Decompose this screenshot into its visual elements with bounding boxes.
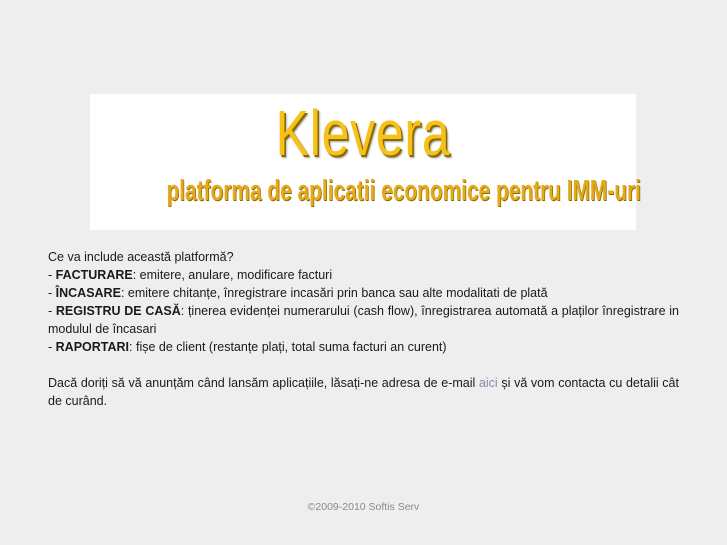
logo-title: Klevera xyxy=(275,97,451,169)
item-text: : fișe de client (restanțe plați, total suma facturi an curent) xyxy=(129,340,447,354)
item-prefix: - xyxy=(48,340,56,354)
logo-subtitle: platforma de aplicatii economice pentru IMM-uri xyxy=(166,175,641,207)
item-label: REGISTRU DE CASĂ xyxy=(55,304,181,318)
feature-item-registru-de-casa xyxy=(48,302,679,338)
item-text: : emitere, anulare, modificare facturi xyxy=(132,268,333,282)
intro-text: Ce va include această platformă? xyxy=(48,250,234,264)
contact-text-before: Dacă doriți să vă anunțăm când lansăm aplicațiile, lăsați-ne adresa de e-mail xyxy=(48,376,479,390)
footer-copyright: ©2009-2010 Softis Serv xyxy=(307,501,420,513)
item-text: : emitere chitanțe, înregistrare incasări prin banca sau alte modalitati de plată xyxy=(120,286,548,300)
item-label: ÎNCASARE xyxy=(55,286,121,300)
main-content xyxy=(48,248,679,410)
contact-link[interactable]: aici xyxy=(478,376,498,390)
item-label: FACTURARE xyxy=(55,268,133,282)
banner-logo xyxy=(90,94,641,230)
contact-paragraph xyxy=(48,374,679,410)
contact-text-after: și vă vom contacta cu detalii cât de curând. xyxy=(48,376,679,408)
feature-item-incasare xyxy=(48,284,679,302)
feature-item-facturare xyxy=(48,266,679,284)
item-prefix: - xyxy=(48,268,56,282)
item-prefix: - xyxy=(48,286,56,300)
item-label: RAPORTARI xyxy=(55,340,130,354)
feature-item-raportari xyxy=(48,338,679,356)
item-prefix: - xyxy=(48,304,56,318)
item-text: : ținerea evidenței numerarului (cash flow), înregistrarea automată a plaților înregistrare in modulul de încasari xyxy=(48,304,679,336)
spacer xyxy=(48,356,679,374)
